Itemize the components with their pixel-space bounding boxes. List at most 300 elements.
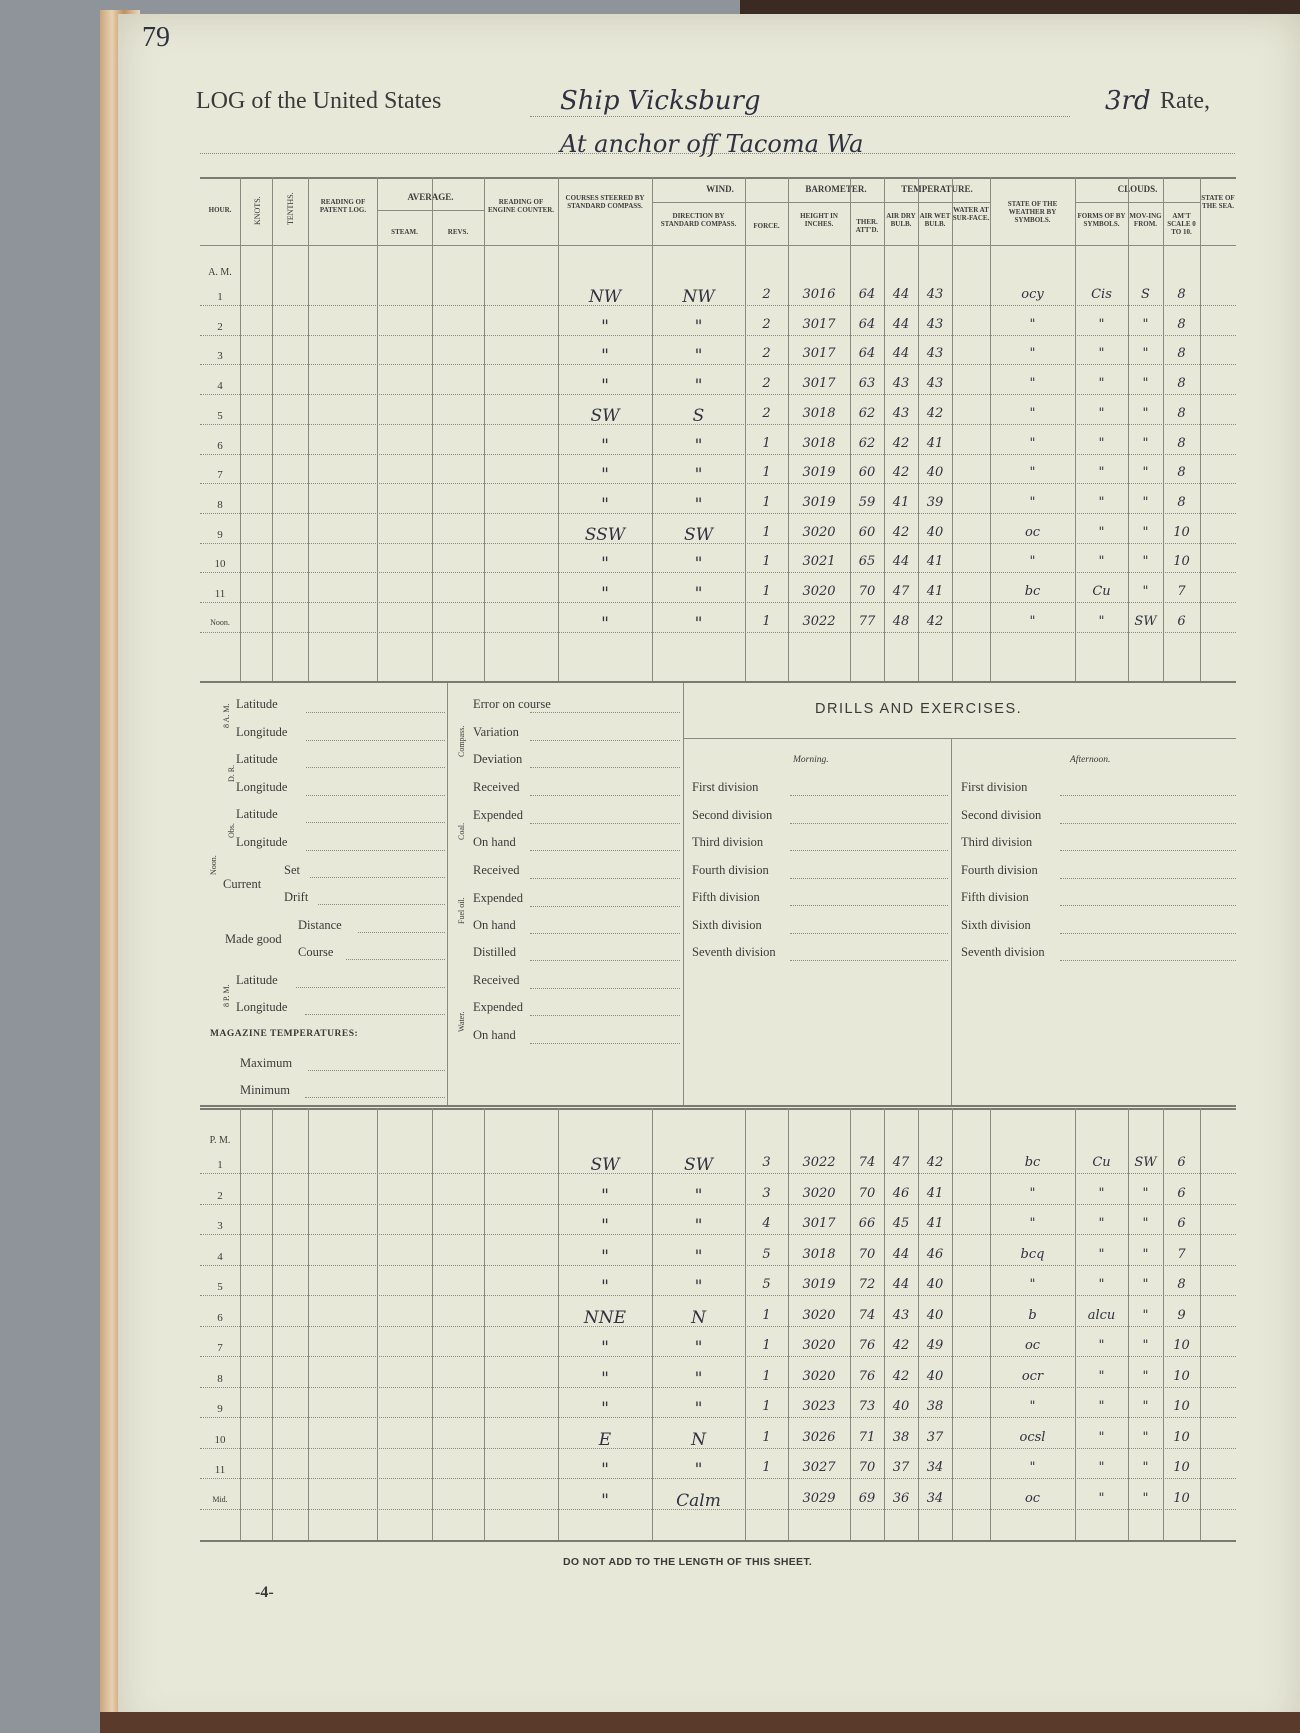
am-col-rule [745,177,746,681]
pm-cell-amount: 10 [1173,1490,1190,1506]
morning-division-line [790,905,948,906]
pm-cell-dry: 44 [892,1277,910,1292]
minimum-line [305,1097,445,1098]
sea-header: STATE OF THE SEA. [1201,194,1235,210]
am-cell-forms: " [1098,465,1105,481]
am-cell-dry: 47 [892,584,910,599]
pm-cell-dir: N [691,1429,706,1450]
am-cell-ther: 60 [858,465,876,481]
am-cell-height: 3017 [802,376,836,392]
am-cell-weather: " [1029,376,1036,392]
courses-header: COURSES STEERED BY STANDARD COMPASS. [565,194,645,210]
mid-item-line [530,767,680,768]
pm-cell-amount: 7 [1177,1246,1186,1262]
am-cell-weather: " [1029,405,1036,421]
am-cell-weather: ocy [1021,287,1044,302]
am-cell-ther: 64 [858,287,876,302]
pm-cell-force: 1 [762,1460,771,1475]
hour-header: HOUR. [208,206,232,214]
pm-cell-dir: SW [683,1155,714,1175]
am-cell-wet: 40 [926,524,944,540]
am-cell-height: 3020 [802,524,836,540]
am-cell-course: " [601,435,609,456]
am-cell-course: " [601,465,609,486]
afternoon-label: Afternoon. [1070,755,1111,765]
drift-label: Drift [284,890,309,904]
pm-cell-course: " [601,1246,609,1267]
scan-background-top [740,0,1300,14]
pm-hour: Mid. [212,1494,228,1504]
pm-cell-dry: 47 [892,1155,910,1170]
am-cell-force: 1 [762,494,771,510]
pm-cell-dir: N [691,1307,706,1328]
drift-line [318,904,445,905]
location: At anchor off Tacoma Wa [560,130,864,158]
am-col-rule [884,177,885,681]
pm-cell-moving: " [1142,1368,1149,1384]
am-cell-forms: " [1098,346,1105,362]
pm-cell-wet: 40 [926,1277,944,1292]
pm-hour: 5 [217,1281,223,1293]
barometer-header: BAROMETER. [805,184,867,194]
am-cell-moving: " [1142,435,1149,451]
am-cell-amount: 10 [1173,554,1190,570]
pm-cell-ther: 66 [858,1216,876,1231]
pm-cell-moving: " [1142,1399,1149,1414]
pm-cell-weather: " [1029,1460,1036,1475]
temperature-sub-rule [884,202,990,203]
am-cell-height: 3021 [802,554,836,570]
am-cell-dry: 44 [892,316,910,332]
am-cell-moving: " [1142,316,1149,332]
noon-left-line [306,767,445,768]
am-cell-height: 3017 [802,316,836,332]
made-good-label: Made good [225,932,282,946]
mid-item-line [530,906,680,907]
pm-cell-forms: " [1098,1338,1105,1353]
am-cell-dry: 44 [892,554,910,570]
mid-item-line [530,712,680,713]
mid-item-coal: Received [473,780,520,794]
engine-counter-header: READING OF ENGINE COUNTER. [487,198,555,214]
am-cell-dry: 42 [892,465,910,481]
am-cell-amount: 8 [1177,435,1186,451]
course-label: Course [298,945,334,959]
am-cell-amount: 8 [1177,405,1186,421]
morning-division-line [790,960,948,961]
am-col-rule [952,177,953,681]
am-cell-amount: 8 [1177,376,1186,392]
clouds-header: CLOUDS. [1117,184,1158,194]
pm-cell-ther: 76 [858,1368,876,1384]
pm-cell-height: 3018 [802,1246,836,1262]
pm-cell-moving: " [1142,1307,1149,1323]
am-cell-ther: 62 [858,405,876,421]
pm-cell-force: 3 [762,1155,771,1170]
am-top-rule [200,177,1236,179]
am-cell-height: 3022 [802,613,836,629]
mid-item-compass: Variation [473,724,519,739]
am-cell-force: 1 [762,584,771,599]
afternoon-division-line [1060,795,1236,796]
am-hour: 10 [214,558,226,571]
pm-longitude-label: Longitude [236,1000,288,1014]
barometer-sub-rule [788,202,884,203]
pm-cell-forms: " [1098,1429,1105,1445]
am-header-rule [200,245,1236,246]
distance-label: Distance [298,918,342,932]
afternoon-division: Sixth division [961,917,1031,932]
morning-label: Morning. [793,755,829,765]
pm-cell-dry: 43 [892,1307,910,1323]
pm-cell-ther: 74 [858,1155,876,1170]
mid-item-fuel_oil: Received [473,863,520,877]
pm-cell-dir: " [694,1460,703,1480]
pm-hour: 11 [214,1464,226,1476]
pm-cell-dir: " [694,1399,703,1419]
am-cell-dir: " [694,435,703,456]
average-header: AVERAGE. [407,192,454,202]
pm-cell-ther: 76 [858,1338,876,1353]
pm-hour: 7 [217,1342,223,1354]
pm-cell-height: 3020 [802,1338,836,1353]
am-hour: 4 [217,380,223,393]
cloud-moving-header: MOV-ING FROM. [1129,212,1162,228]
am-col-rule [558,177,559,681]
pm-cell-amount: 9 [1177,1307,1186,1323]
pm-cell-moving: " [1142,1490,1149,1506]
am-bottom-rule [200,681,1236,683]
am-cell-wet: 43 [926,346,944,362]
mid-item-coal: Expended [473,807,523,822]
am-cell-wet: 43 [926,316,944,332]
noon-left-line [306,795,445,796]
am-cell-wet: 41 [926,554,944,570]
am-cell-forms: " [1098,376,1105,392]
am-cell-moving: SW [1134,613,1157,629]
pm-cell-force: 4 [762,1216,771,1231]
mid-item-water: Received [473,972,520,987]
morning-division: Fifth division [692,890,760,904]
pm-cell-force: 1 [762,1399,771,1414]
am-cell-force: 1 [762,465,771,481]
am-hour: 8 [217,498,223,511]
group-water: Water. [457,1011,466,1032]
am-cell-moving: " [1142,554,1149,570]
pm-latitude-label: Latitude [236,973,278,987]
am-hour: 11 [214,588,226,600]
am-cell-wet: 40 [926,465,944,481]
am-cell-forms: " [1098,613,1105,629]
mid-item-water: Distilled [473,945,517,959]
pm-cell-weather: ocr [1021,1368,1044,1384]
mid-item-water: Expended [473,1000,523,1014]
am-cell-wet: 42 [926,613,944,629]
pm-cell-force: 5 [762,1277,771,1292]
am-col-rule [1128,177,1129,681]
noon-left-line [306,850,445,851]
pm-cell-dry: 38 [892,1429,910,1445]
pm-cell-weather: b [1028,1307,1037,1323]
vessel-name: Ship Vicksburg [560,86,761,116]
afternoon-division-line [1060,878,1236,879]
am-cell-weather: " [1029,613,1036,629]
am-cell-ther: 65 [858,554,876,570]
patent-log-header: READING OF PATENT LOG. [319,198,367,214]
pm-hour: 1 [217,1159,223,1171]
am-cell-amount: 7 [1177,584,1186,599]
pm-cell-force: 1 [762,1338,771,1353]
mid-item-line [530,850,680,851]
am-cell-dir: S [692,405,705,426]
course-line [346,959,445,960]
distance-line [358,932,445,933]
mid-item-line [530,1043,680,1044]
maximum-label: Maximum [240,1056,293,1070]
am-cell-force: 2 [762,405,771,421]
pm-cell-wet: 42 [926,1155,944,1170]
pm-cell-amount: 6 [1177,1185,1186,1201]
pm-cell-dry: 44 [892,1246,910,1262]
pm-cell-wet: 38 [926,1399,944,1414]
morning-division: Second division [692,807,773,822]
am-cell-dir: " [694,554,703,575]
am-cell-course: SSW [584,524,626,545]
am-cell-course: NW [588,287,622,307]
afternoon-division-line [1060,823,1236,824]
pm-cell-forms: Cu [1092,1155,1111,1170]
pm-cell-weather: bc [1024,1155,1041,1170]
afternoon-division-line [1060,905,1236,906]
pm-cell-weather: bcq [1020,1246,1045,1262]
pm-cell-moving: SW [1134,1155,1157,1170]
morning-division: Fourth division [692,862,769,877]
am-cell-ther: 60 [858,524,876,540]
pm-cell-weather: " [1029,1216,1036,1231]
am-cell-force: 2 [762,346,771,362]
morning-division-line [790,795,948,796]
am-cell-dry: 44 [892,346,910,362]
mid-bottom-rule [200,1105,1236,1107]
mid-item-line [530,960,680,961]
log-title-prefix: LOG of the United States [196,88,442,114]
pm-cell-dir: " [694,1368,703,1389]
pm-cell-wet: 41 [926,1185,944,1201]
group-fuel_oil: Fuel oil. [457,897,466,924]
am-col-rule [1163,177,1164,681]
pm-cell-ther: 70 [858,1185,876,1201]
morning-division: Third division [692,835,764,849]
pm-cell-amount: 6 [1177,1216,1186,1231]
wind-header: WIND. [706,184,734,194]
am-hour: 5 [217,409,223,422]
am-cell-dir: " [694,584,703,604]
am-cell-dir: " [694,376,703,397]
pm-cell-weather: oc [1024,1338,1041,1353]
current-label: Current [223,877,262,891]
pm-cell-course: " [601,1399,609,1419]
mid-divider-3 [951,738,952,1105]
pm-top-rule [200,1108,1236,1110]
pm-period-label: P. M. [209,1134,231,1146]
morning-division: Seventh division [692,945,776,959]
pm-cell-force: 1 [762,1307,771,1323]
am-hour: 1 [217,291,223,303]
mid-item-line [530,988,680,989]
pm-cell-ther: 71 [858,1429,876,1445]
am-col-rule [990,177,991,681]
am-cell-ther: 64 [858,346,876,362]
am-hour: 2 [217,320,223,333]
pm-cell-amount: 10 [1173,1399,1190,1414]
am-cell-dry: 42 [892,435,910,451]
pm-cell-wet: 34 [926,1490,944,1506]
am-hour: 3 [217,350,223,363]
pm-cell-wet: 37 [926,1429,944,1445]
am-col-rule [272,177,273,681]
mid-item-line [530,1015,680,1016]
am-cell-dir: " [694,346,703,367]
pm-cell-course: SW [590,1155,620,1175]
afternoon-division: Second division [961,807,1042,822]
pm-hour: 4 [217,1250,223,1263]
pm-cell-amount: 6 [1177,1155,1186,1170]
morning-division-line [790,878,948,879]
afternoon-division: Third division [961,835,1033,849]
steam-header: STEAM. [391,228,418,236]
am-cell-weather: oc [1024,524,1041,540]
baro-height-header: HEIGHT IN INCHES. [800,212,838,228]
am-cell-weather: " [1029,435,1036,451]
am-cell-height: 3017 [802,346,836,362]
tenths-header: TENTHS. [286,192,295,225]
am-cell-forms: " [1098,524,1105,540]
pm-cell-wet: 41 [926,1216,944,1231]
am-cell-moving: " [1142,376,1149,392]
pm-cell-ther: 73 [858,1399,876,1414]
wind-direction-header: DIRECTION BY STANDARD COMPASS. [660,212,737,228]
margin-mark: -4- [255,1584,274,1601]
pm-cell-height: 3022 [802,1155,836,1170]
vessel-line [530,116,1070,117]
am-cell-force: 1 [762,524,771,540]
noon-left-label: Longitude [236,835,288,849]
afternoon-division: Fourth division [961,862,1038,877]
pm-cell-forms: " [1098,1277,1105,1292]
pm-cell-dry: 45 [892,1216,910,1231]
noon-left-label: Longitude [236,725,288,739]
am-cell-height: 3018 [802,405,836,421]
am-cell-force: 1 [762,554,771,570]
pm-cell-moving: " [1142,1460,1149,1475]
am-cell-dir: " [694,316,703,337]
am-cell-amount: 8 [1177,287,1186,302]
pm-cell-forms: " [1098,1185,1105,1201]
noon-left-label: Longitude [236,780,288,794]
am-cell-ther: 70 [858,584,876,599]
am-cell-dry: 43 [892,405,910,421]
afternoon-division: Seventh division [961,945,1045,959]
pm-cell-height: 3026 [802,1429,836,1445]
noon-left-label: Latitude [236,697,278,711]
group-dr: D. R. [227,764,236,782]
am-cell-ther: 62 [858,435,876,451]
mid-item-line [530,740,680,741]
pm-cell-moving: " [1142,1246,1149,1262]
mid-item-water: On hand [473,1027,516,1042]
pm-cell-course: " [601,1277,609,1297]
page-number: 79 [142,22,170,53]
am-hour: 9 [217,528,223,541]
pm-longitude-line [305,1014,445,1015]
am-col-rule [1200,177,1201,681]
pm-cell-force: 5 [762,1246,771,1262]
pm-cell-height: 3027 [802,1460,836,1475]
am-cell-course: " [601,584,609,604]
am-cell-height: 3020 [802,584,836,599]
pm-cell-height: 3020 [802,1307,836,1323]
am-cell-moving: " [1142,524,1149,540]
pm-cell-forms: " [1098,1216,1105,1231]
am-cell-dir: SW [683,524,714,545]
am-col-rule [377,177,378,681]
pm-cell-ther: 69 [858,1490,876,1506]
mid-divider-2 [683,683,684,1105]
pm-cell-dir: " [694,1185,703,1206]
mid-item-coal: On hand [473,835,516,849]
pm-cell-forms: " [1098,1460,1105,1475]
morning-division-line [790,933,948,934]
am-cell-dry: 42 [892,524,910,540]
am-hour: Noon. [210,617,230,627]
drills-title-rule [683,738,1236,739]
am-cell-force: 2 [762,287,771,302]
am-cell-weather: bc [1024,584,1041,599]
morning-division: Sixth division [692,917,762,932]
pm-cell-forms: alcu [1087,1307,1116,1323]
am-cell-weather: " [1029,494,1036,510]
pm-cell-forms: " [1098,1246,1105,1262]
pm-cell-moving: " [1142,1429,1149,1445]
am-col-rule [788,177,789,681]
drills-title: DRILLS AND EXERCISES. [815,701,1023,717]
pm-cell-moving: " [1142,1216,1149,1231]
water-header: WATER AT SUR-FACE. [952,206,990,222]
am-col-rule [432,177,433,681]
am-cell-wet: 41 [926,584,944,599]
pm-cell-height: 3020 [802,1185,836,1201]
pm-cell-weather: " [1029,1399,1036,1414]
mid-item-line [530,823,680,824]
am-col-rule [240,177,241,681]
am-col-rule [484,177,485,681]
am-cell-moving: " [1142,346,1149,362]
morning-division-line [790,850,948,851]
am-col-rule [918,177,919,681]
am-cell-forms: Cu [1092,584,1111,599]
revs-header: REVS. [447,228,469,236]
am-cell-moving: " [1142,405,1149,421]
am-cell-amount: 8 [1177,346,1186,362]
knots-header: KNOTS. [253,196,262,225]
pm-cell-wet: 40 [926,1307,944,1323]
pm-cell-dry: 42 [892,1338,910,1353]
am-cell-amount: 8 [1177,494,1186,510]
pm-hour: 9 [217,1403,223,1415]
am-hour: 7 [217,469,223,482]
pm-cell-amount: 10 [1173,1338,1190,1353]
am-cell-forms: " [1098,494,1105,510]
